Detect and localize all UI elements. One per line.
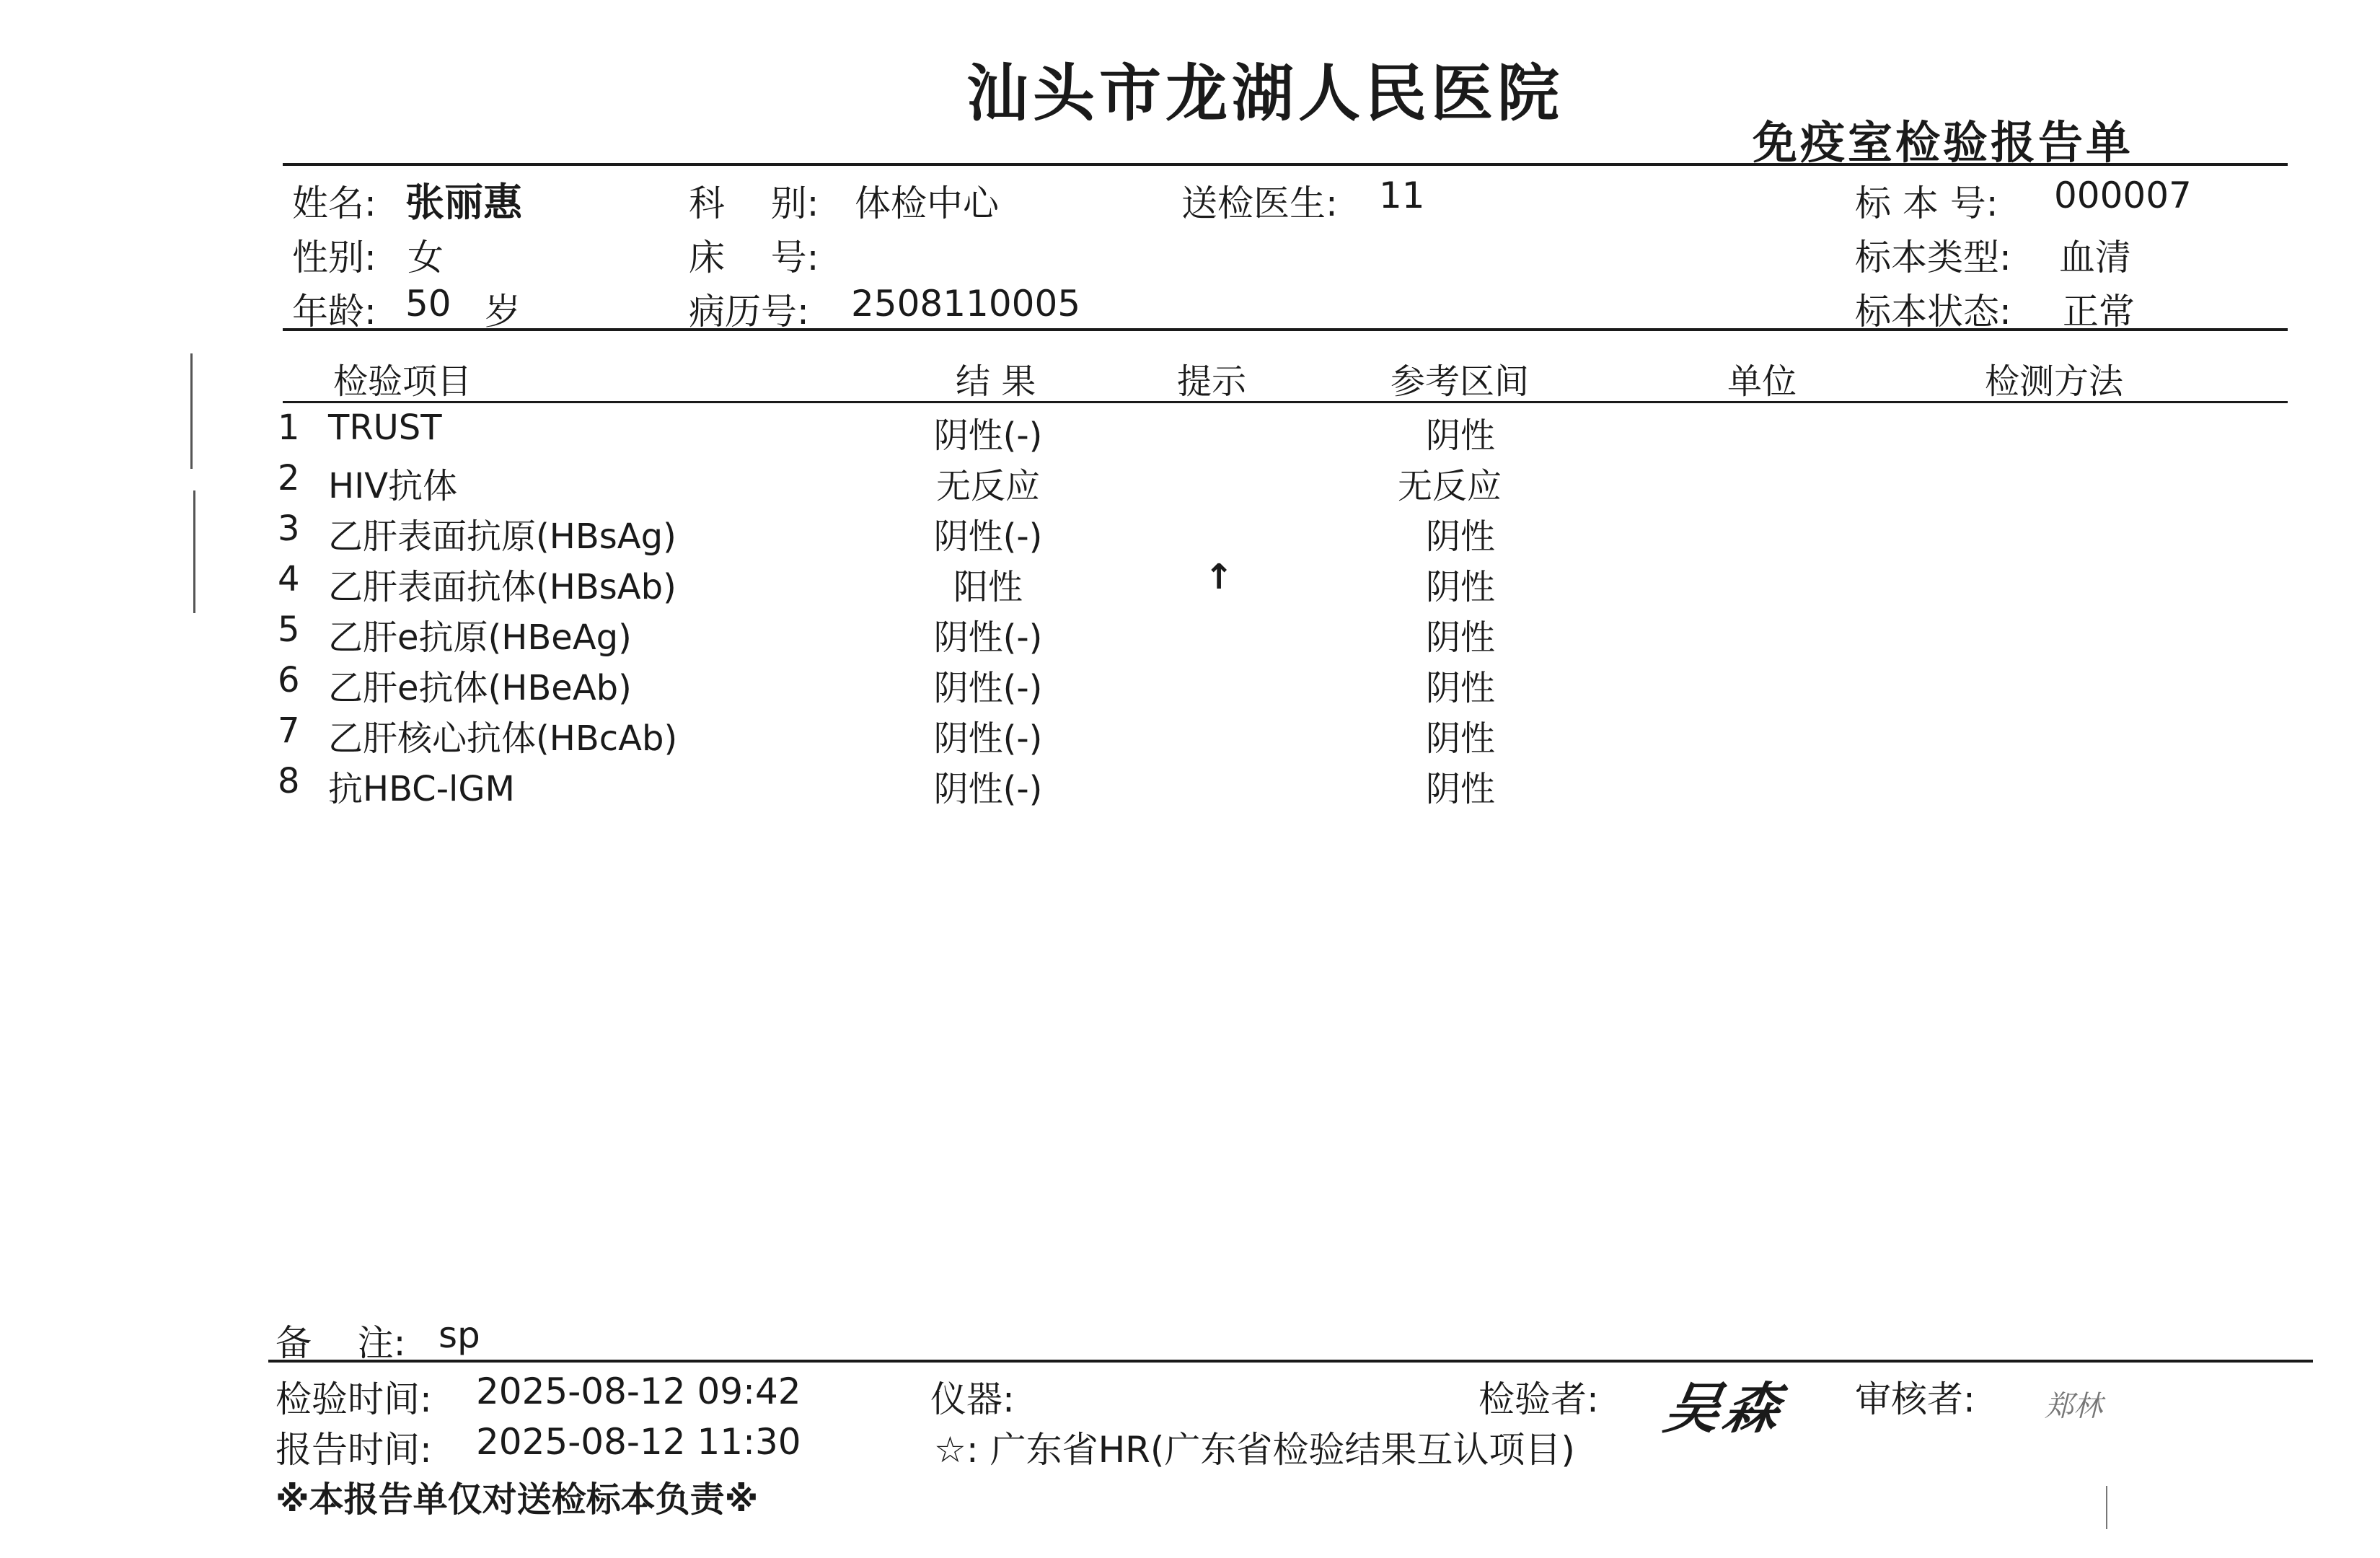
test-item: 乙肝e抗体(HBeAb) bbox=[328, 668, 632, 708]
patient-record-no: 2508110005 bbox=[851, 283, 1081, 325]
header-top-rule bbox=[283, 163, 2288, 166]
test-time: 2025-08-12 09:42 bbox=[476, 1370, 801, 1412]
test-item: 乙肝核心抗体(HBcAb) bbox=[328, 718, 678, 759]
reviewer-label: 审核者: bbox=[1855, 1378, 1975, 1420]
patient-age: 50 bbox=[405, 283, 451, 325]
patient-sex: 女 bbox=[407, 237, 444, 278]
test-result: 阴性(-) bbox=[933, 668, 1043, 708]
row-number: 7 bbox=[278, 710, 300, 751]
row-number: 1 bbox=[278, 408, 300, 448]
report-title: 免疫室检验报告单 bbox=[1753, 116, 2134, 169]
row-number: 6 bbox=[278, 660, 300, 700]
col-header-item: 检验项目 bbox=[333, 361, 472, 402]
col-header-hint: 提示 bbox=[1177, 361, 1247, 402]
test-result: 阴性(-) bbox=[933, 718, 1043, 759]
disclaimer: ※本报告单仅对送检标本负责※ bbox=[276, 1479, 759, 1520]
reference-range: 无反应 bbox=[1397, 466, 1502, 506]
reference-range: 阴性 bbox=[1425, 769, 1495, 809]
row-number: 5 bbox=[278, 609, 300, 650]
test-result: 阴性(-) bbox=[933, 516, 1043, 557]
specimen-status-label: 标本状态: bbox=[1855, 291, 2011, 333]
age-unit: 岁 bbox=[485, 291, 521, 333]
report-time-label: 报告时间: bbox=[276, 1429, 432, 1471]
col-header-reference: 参考区间 bbox=[1390, 361, 1530, 402]
col-header-unit: 单位 bbox=[1727, 361, 1797, 402]
doctor-label: 送检医生: bbox=[1181, 182, 1338, 224]
remark-label: 备 注: bbox=[276, 1322, 406, 1364]
test-result: 阴性(-) bbox=[933, 617, 1043, 658]
name-label: 姓名: bbox=[292, 182, 376, 224]
reference-range: 阴性 bbox=[1425, 516, 1495, 557]
margin-mark bbox=[2106, 1486, 2107, 1529]
tester-label: 检验者: bbox=[1478, 1378, 1599, 1420]
specimen-type-label: 标本类型: bbox=[1855, 237, 2011, 278]
abnormal-flag: ↑ bbox=[1204, 557, 1234, 597]
mutual-recognition-note: ☆: 广东省HR(广东省检验结果互认项目) bbox=[934, 1429, 1575, 1471]
tester-signature: 吴森 bbox=[1660, 1376, 1789, 1440]
margin-mark bbox=[193, 490, 195, 613]
specimen-type: 血清 bbox=[2059, 237, 2131, 278]
test-item: 抗HBC-lGM bbox=[328, 769, 515, 809]
record-label: 病历号: bbox=[689, 291, 809, 333]
footer-rule bbox=[268, 1360, 2313, 1363]
dept-label: 科 别: bbox=[689, 182, 819, 224]
test-time-label: 检验时间: bbox=[276, 1378, 432, 1420]
reference-range: 阴性 bbox=[1425, 567, 1495, 607]
specimen-no-label: 标 本 号: bbox=[1855, 182, 1998, 224]
row-number: 2 bbox=[278, 458, 300, 498]
test-item: 乙肝表面抗体(HBsAb) bbox=[328, 567, 676, 607]
test-item: TRUST bbox=[328, 408, 442, 448]
remark-value: sp bbox=[438, 1314, 480, 1356]
referring-doctor: 11 bbox=[1379, 175, 1425, 216]
specimen-no: 000007 bbox=[2054, 175, 2192, 216]
margin-mark bbox=[190, 353, 193, 469]
reviewer-signature: 郑林 bbox=[2045, 1390, 2102, 1423]
test-item: HIV抗体 bbox=[328, 466, 458, 506]
test-result: 阳性 bbox=[953, 567, 1023, 607]
age-label: 年龄: bbox=[292, 291, 376, 333]
bed-label: 床 号: bbox=[689, 237, 819, 278]
reference-range: 阴性 bbox=[1425, 718, 1495, 759]
row-number: 3 bbox=[278, 509, 300, 549]
instrument-label: 仪器: bbox=[930, 1378, 1015, 1420]
test-item: 乙肝表面抗原(HBsAg) bbox=[328, 516, 676, 557]
hospital-title: 汕头市龙湖人民医院 bbox=[966, 57, 1564, 130]
col-header-method: 检测方法 bbox=[1985, 361, 2124, 402]
sex-label: 性别: bbox=[292, 237, 376, 278]
test-item: 乙肝e抗原(HBeAg) bbox=[328, 617, 632, 658]
reference-range: 阴性 bbox=[1425, 668, 1495, 708]
col-header-result: 结 果 bbox=[956, 361, 1036, 402]
row-number: 8 bbox=[278, 761, 300, 801]
patient-name: 张丽惠 bbox=[405, 180, 522, 225]
test-result: 阴性(-) bbox=[933, 769, 1043, 809]
reference-range: 阴性 bbox=[1425, 617, 1495, 658]
report-time: 2025-08-12 11:30 bbox=[476, 1421, 801, 1463]
test-result: 无反应 bbox=[935, 466, 1040, 506]
specimen-status: 正常 bbox=[2063, 291, 2135, 333]
header-bottom-rule bbox=[283, 328, 2288, 331]
patient-dept: 体检中心 bbox=[855, 182, 999, 224]
row-number: 4 bbox=[278, 559, 300, 599]
table-header-rule bbox=[283, 401, 2288, 403]
reference-range: 阴性 bbox=[1425, 415, 1495, 456]
test-result: 阴性(-) bbox=[933, 415, 1043, 456]
